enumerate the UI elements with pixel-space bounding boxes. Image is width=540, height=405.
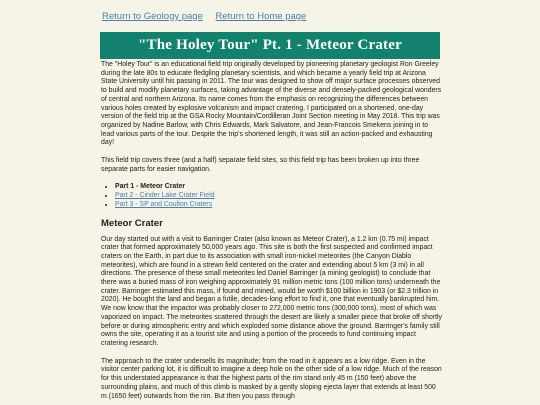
article-body	[101, 59, 443, 401]
intro-paragraph: The "Holey Tour" is an educational field trip originally developed by pioneering planetary geologist Ron Greeley during the late 80s to educate fledgling planetary scientists, and which became a yearly field trip at Arizona State University until his passing in 2011. The tour was designed to show off major surface processes observed to build and modify planetary surfaces, taking advantage of the diverse and densely-packed geological wonders of central and northern Arizona. Its name comes from the emphasis on recognizing the differences between various holes created by explosive volcanism and impact cratering. I participated on a shortened, one-day version of the field trip at the GSA Rocky Mountain/Cordilleran Joint Section meeting in May 2018. This trip was organized by Nadine Barlow, with Chris Edwards, Mark Salvatore, and Jean-Francois Smekens joining in to lead various parts of the tour. Despite the trip's shortened length, it was still an action-packed and exhausting day!	[101, 61, 442, 147]
return-to-home-link[interactable]: Return to Home page	[215, 11, 307, 22]
section-heading: Meteor Crater	[101, 217, 163, 229]
return-to-geology-link[interactable]: Return to Geology page	[102, 11, 203, 22]
meteor-crater-paragraph-1: Our day started out with a visit to Barringer Crater (also known as Meteor Crater), a 1.2 km (0.75 mi) impact crater that formed approximately 50,000 years ago. This site is both the first suspected and confirmed impact craters on the Earth, in part due to its association with small iron-nickel meteorites (the Canyon Diablo meteorites), which are found in a strewn field centered on the crater and extending about 5 km (3 mi) in all directions. The presence of these small meteorites led Daniel Barringer (a mining geologist) to conclude that there was a buried mass of iron weighing approximately 91 million metric tons (100 million tons) underneath the crater. Barringer estimated this mass, if found and mined, would be worth $100 billion in 1903 (or $2.3 trillion in 2020). He bought the land and began a futile, decades-long effort to find it, one that eventually bankrupted him. We now know that the impactor was probably closer to 272,000 metric tons (300,000 tons), most of which was vaporized on impact. The meteorites scattered through the desert are likely a smaller piece that broke off shortly before or during atmospheric entry and which exploded some distance above the ground. Barringer's family still owns the site, operating it as a tourist site and using a portion of the proceeds to fund continuing impact cratering research.	[101, 235, 443, 347]
meteor-crater-paragraph-2: The approach to the crater undersells its magnitude; from the road in it appears as a low ridge. Even in the visitor center parking lot, it is difficult to imagine a deep hole on the other side of a low ridge. Much of the reason for this understated appearance is that the highest parts of the rim stand only 45 m (150 feet) above the surrounding plains, and much of this climb is masked by a gently sloping ejecta layer that extends at least 500 m (1650 feet) outwards from the rim. But then you pass through	[101, 357, 442, 400]
part-3-link[interactable]: Part 3 - SP and Coulton Craters	[115, 200, 213, 208]
part-2-link[interactable]: Part 2 - Cinder Lake Crater Field	[115, 192, 215, 200]
top-navigation	[102, 11, 316, 22]
page-title: "The Holey Tour" Pt. 1 - Meteor Crater	[138, 37, 402, 53]
parts-list	[101, 183, 443, 209]
part-2-item	[115, 192, 443, 201]
navigation-note-paragraph: This field trip covers three (and a half) separate field sites, so this field trip has been broken up into three separate parts for easier navigation.	[101, 157, 420, 173]
part-1-current: • Part 1 - Meteor Crater	[115, 183, 443, 192]
part-3-item	[115, 201, 443, 210]
title-banner	[100, 32, 440, 59]
